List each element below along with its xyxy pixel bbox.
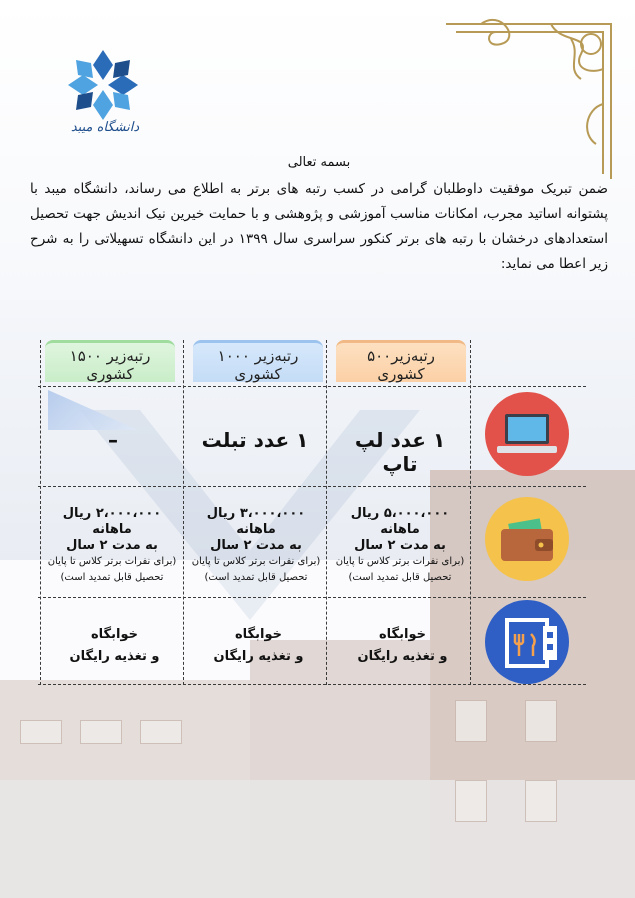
- stipend-amount: ۵،۰۰۰،۰۰۰ ریال: [350, 506, 450, 521]
- building-window: [455, 700, 487, 742]
- building-window: [20, 720, 62, 744]
- stipend-amount: ۲،۰۰۰،۰۰۰ ریال: [62, 506, 162, 521]
- device-rank-1000: ۱ عدد تبلت: [201, 428, 309, 452]
- column-header-sublabel: کشوری: [377, 365, 425, 383]
- dorm-food-icon: [485, 600, 569, 684]
- intro-body: ضمن تبریک موفقیت داوطلبان گرامی در کسب رتبه های برتر به اطلاع می رساند، دانشگاه میبد با پشتوانه اساتید مجرب، امکانات مناسب آموزشی و پژوهشی و با حمایت خیرین نیک اندیش جهت تحصیل استعدادهای درخشان با رتبه های برتر کنکور سراسری سال ۱۳۹۹ در این دانشگاه تسهیلاتی را به شرح زیر اعطا می نماید:: [30, 181, 608, 272]
- housing-line: و تغذیه رایگان: [213, 649, 304, 664]
- stipend-duration: به مدت ۲ سال: [354, 538, 446, 553]
- grid-line: [470, 340, 471, 685]
- building-window: [525, 780, 557, 822]
- housing-line: خوابگاه: [379, 627, 426, 642]
- column-header-rank-500: [336, 340, 466, 382]
- stipend-rank-500: [330, 506, 470, 586]
- column-header-sublabel: کشوری: [86, 365, 134, 383]
- column-header-sublabel: کشوری: [234, 365, 282, 383]
- stipend-period: ماهانه: [380, 522, 420, 537]
- housing-line: خوابگاه: [91, 627, 138, 642]
- housing-line: خوابگاه: [235, 627, 282, 642]
- grid-line: [326, 340, 327, 685]
- grid-line: [38, 386, 586, 387]
- device-rank-500: ۱ عدد لپ تاپ: [354, 428, 446, 476]
- laptop-icon: [485, 392, 569, 476]
- device-rank-1500: –: [108, 428, 118, 452]
- stipend-amount: ۳،۰۰۰،۰۰۰ ریال: [206, 506, 306, 521]
- housing-line: و تغذیه رایگان: [357, 649, 448, 664]
- column-header-rank-1000: [193, 340, 323, 382]
- stipend-rank-1500: [42, 506, 182, 586]
- housing-rank-1500: [52, 624, 177, 668]
- grid-line: [38, 597, 586, 598]
- stipend-duration: به مدت ۲ سال: [66, 538, 158, 553]
- housing-rank-500: [340, 624, 465, 668]
- building-window: [455, 780, 487, 822]
- stipend-note: (برای نفرات برتر کلاس تا پایان تحصیل قابل تمدید است): [191, 556, 321, 583]
- column-header-label: رتبه‌زیر ۱۰۰۰: [217, 347, 299, 365]
- building-window: [140, 720, 182, 744]
- grid-line: [38, 486, 586, 487]
- stipend-note: (برای نفرات برتر کلاس تا پایان تحصیل قابل تمدید است): [47, 556, 177, 583]
- grid-line: [183, 340, 184, 685]
- grid-line: [38, 684, 586, 685]
- stipend-rank-1000: [186, 506, 326, 586]
- housing-rank-1000: [196, 624, 321, 668]
- university-logo-text: دانشگاه میبد: [70, 120, 140, 135]
- intro-title: بسمه تعالی: [287, 155, 351, 170]
- housing-line: و تغذیه رایگان: [69, 649, 160, 664]
- intro-text: [30, 150, 608, 277]
- column-header-label: رتبه‌زیر ۱۵۰۰: [69, 347, 151, 365]
- wallet-icon: [485, 497, 569, 581]
- stipend-note: (برای نفرات برتر کلاس تا پایان تحصیل قابل تمدید است): [335, 556, 465, 583]
- grid-line: [40, 340, 41, 685]
- building-window: [525, 700, 557, 742]
- column-header-label: رتبه‌زیر۵۰۰: [367, 347, 435, 365]
- building-window: [80, 720, 122, 744]
- stipend-period: ماهانه: [236, 522, 276, 537]
- stipend-period: ماهانه: [92, 522, 132, 537]
- column-header-rank-1500: [45, 340, 175, 382]
- stipend-duration: به مدت ۲ سال: [210, 538, 302, 553]
